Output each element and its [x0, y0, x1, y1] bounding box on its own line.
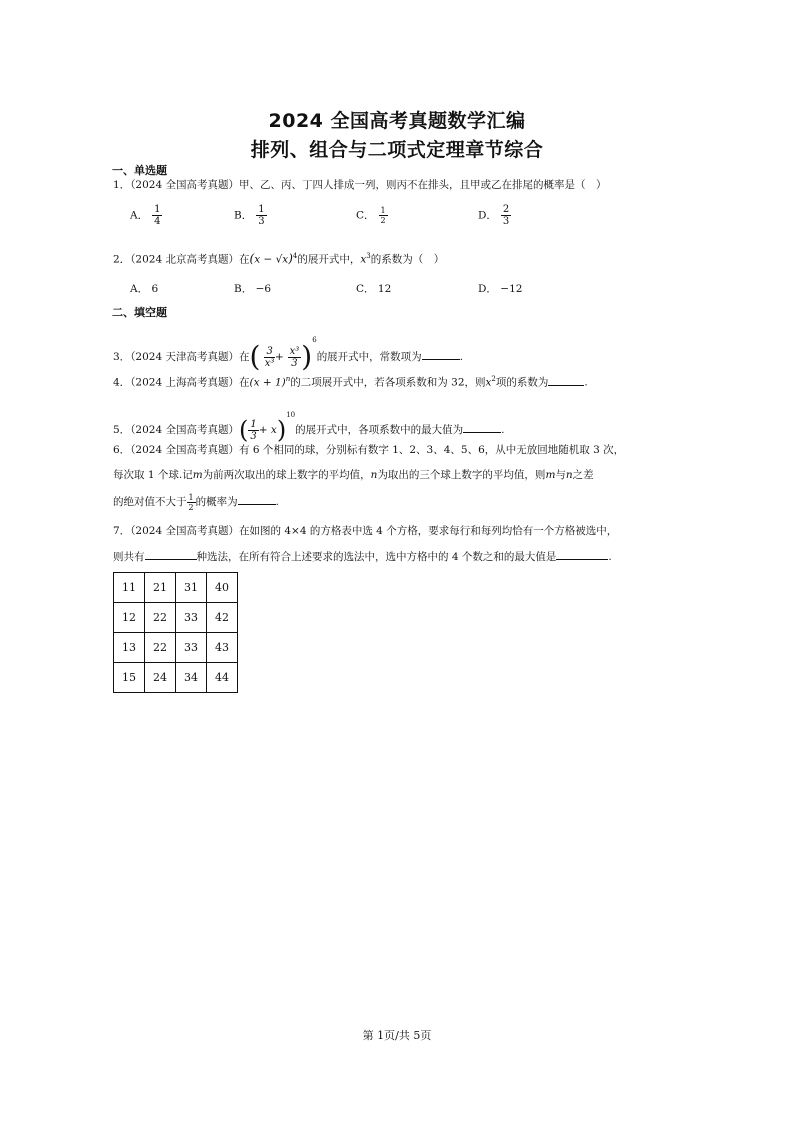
option-d	[478, 281, 522, 296]
question-source: （2024 天津高考真题）	[130, 351, 239, 363]
page-title-line1: 2024 全国高考真题数学汇编	[268, 110, 526, 132]
question-source: （2024 全国高考真题）	[130, 424, 239, 436]
fraction-denominator: 3	[502, 216, 510, 227]
exponent: 4	[292, 252, 298, 260]
fraction-denominator: 4	[154, 216, 161, 227]
table-cell: 22	[145, 603, 176, 633]
question-text: 的概率为	[195, 496, 238, 508]
fraction-numerator: 1	[188, 492, 194, 502]
question-text: 在	[239, 253, 250, 266]
fraction-numerator: 3	[266, 345, 273, 357]
math-variable: m	[192, 469, 203, 481]
table-cell: 31	[176, 573, 207, 603]
answer-blank[interactable]	[556, 549, 608, 560]
question-text: 在	[239, 376, 250, 389]
fraction-denominator: 3	[291, 357, 298, 369]
number-grid-table	[113, 572, 238, 693]
option-label: C．	[356, 283, 375, 295]
option-label: D．	[478, 283, 497, 295]
period: .	[501, 424, 505, 436]
question-number: 2．	[113, 253, 131, 266]
math-variable: n	[565, 469, 573, 481]
exponent: 2	[491, 375, 496, 383]
table-cell: 44	[207, 663, 238, 693]
question-5: 5．（2024 全国高考真题）( $\frac{1}{3}$ + x)$^{10}$的展开式中，各项系数中的最大值为 .	[113, 411, 505, 444]
question-text: 有 6 个相同的球，分别标有数字 1、2、3、4、5、6，从中无放回地随机取 3 次，	[239, 444, 625, 456]
option-label: A．	[130, 209, 149, 222]
table-cell: 21	[145, 573, 176, 603]
question-1	[113, 178, 607, 192]
table-row	[114, 603, 238, 633]
page-footer: 第 1页/共 5页	[362, 1029, 432, 1042]
option-value: −12	[500, 283, 523, 295]
question-text: 的系数为（ ）	[370, 253, 445, 266]
math-variable: x	[360, 253, 367, 266]
plus-sign: +	[274, 351, 284, 363]
exponent: 6	[312, 336, 317, 344]
question-number: 3．	[113, 351, 131, 363]
option-c	[356, 281, 391, 296]
period: .	[584, 376, 588, 389]
math-expression: + x	[258, 424, 277, 436]
option-c	[356, 206, 388, 225]
option-label: B．	[234, 283, 253, 295]
table-cell: 13	[114, 633, 145, 663]
question-text: 与	[555, 469, 566, 481]
question-source: （2024 全国高考真题）	[130, 179, 239, 191]
answer-blank[interactable]	[145, 549, 197, 560]
table-cell: 11	[114, 573, 145, 603]
fraction-numerator: 2	[502, 204, 510, 215]
question-text: 在如图的 4×4 的方格表中选 4 个方格，要求每行和每列均恰有一个方格被选中，	[239, 525, 618, 537]
question-text: 种选法，在所有符合上述要求的选法中，选中方格中的 4 个数之和的最大值是	[196, 551, 557, 563]
exponent: 3	[366, 252, 371, 260]
fraction-numerator: 1	[380, 206, 386, 215]
math-expression: x − √x	[254, 253, 289, 266]
question-text: 每次取 1 个球.记	[113, 469, 193, 481]
question-2: 2．（2024 北京高考真题）在$(x - √x)^4$的展开式中，$x^3$的系数为（ ）	[113, 251, 445, 266]
question-text: 的二项展开式中，若各项系数和为 32，则	[290, 376, 486, 389]
table-cell: 12	[114, 603, 145, 633]
question-text: 的绝对值不大于	[113, 496, 187, 508]
table-cell: 33	[176, 633, 207, 663]
question-text: 的展开式中，各项系数中的最大值为	[295, 424, 464, 436]
option-value: 6	[151, 283, 159, 295]
fraction-denominator: 3	[258, 216, 265, 227]
answer-blank[interactable]	[463, 422, 501, 433]
question-7-line-2	[113, 549, 612, 564]
question-text: 的展开式中，常数项为	[316, 351, 422, 363]
question-text: 为前两次取出的球上数字的平均值，	[202, 469, 371, 481]
table-cell: 33	[176, 603, 207, 633]
question-text: 项的系数为	[495, 376, 549, 389]
fraction-numerator: x³	[289, 345, 300, 357]
question-number: 5．	[113, 424, 131, 436]
math-variable: m	[545, 469, 556, 481]
table-row	[114, 663, 238, 693]
period: .	[608, 551, 612, 563]
section-heading-fill: 二、填空题	[112, 306, 167, 319]
question-3: 3．（2024 天津高考真题）在( $\frac{3}{\text{x³}}$ + $\frac{\text{x³}}{3}$ )$^6$的展开式中，常数项为 .	[113, 336, 464, 373]
page-title-line2: 排列、组合与二项式定理章节综合	[250, 139, 544, 161]
section-heading-choice: 一、单选题	[112, 164, 167, 177]
option-label: B．	[234, 209, 253, 222]
answer-blank[interactable]	[238, 494, 276, 505]
question-source: （2024 北京高考真题）	[130, 253, 239, 266]
question-source: （2024 上海高考真题）	[130, 376, 239, 389]
fraction-numerator: 1	[250, 418, 257, 430]
question-text: 则共有	[113, 551, 145, 563]
question-text: 之差	[572, 469, 594, 481]
table-row	[114, 573, 238, 603]
table-cell: 34	[176, 663, 207, 693]
question-number: 1．	[113, 179, 131, 191]
answer-blank[interactable]	[422, 349, 460, 360]
table-cell: 24	[145, 663, 176, 693]
fraction-numerator: 1	[154, 204, 161, 215]
table-cell: 43	[207, 633, 238, 663]
exponent: n	[285, 375, 291, 383]
fraction-denominator: 2	[380, 216, 386, 225]
question-text: 为取出的三个球上数字的平均值，则	[377, 469, 546, 481]
option-label: C．	[356, 209, 375, 222]
question-number: 6．	[113, 444, 131, 456]
question-source: （2024 全国高考真题）	[130, 444, 239, 456]
exponent: 10	[286, 411, 296, 419]
math-variable: x	[485, 376, 492, 389]
question-text: 在	[239, 351, 250, 363]
math-expression: (x + 1)	[249, 376, 286, 389]
period: .	[459, 351, 464, 363]
table-row	[114, 633, 238, 663]
option-b	[234, 281, 271, 296]
table-cell: 15	[114, 663, 145, 693]
option-a	[130, 281, 158, 296]
question-number: 4．	[113, 376, 131, 389]
question-6-line-2	[113, 468, 594, 482]
fraction-denominator: x³	[264, 357, 275, 369]
option-label: D．	[478, 209, 497, 222]
option-value: 12	[377, 283, 392, 295]
table-cell: 22	[145, 633, 176, 663]
fraction-denominator: 3	[250, 430, 257, 442]
table-cell: 40	[207, 573, 238, 603]
option-a	[130, 204, 162, 227]
question-text: 的展开式中，	[297, 253, 361, 266]
fraction-numerator: 1	[258, 204, 265, 215]
question-6-line-1	[113, 443, 624, 457]
question-7-line-1	[113, 524, 617, 538]
option-b	[234, 204, 267, 227]
question-number: 7．	[113, 525, 131, 537]
question-6-line-3	[113, 492, 279, 512]
question-4	[113, 372, 588, 390]
period: .	[275, 496, 279, 508]
answer-blank[interactable]	[548, 375, 584, 386]
table-cell: 42	[207, 603, 238, 633]
option-value: −6	[255, 283, 272, 295]
question-text: 甲、乙、丙、丁四人排成一列，则丙不在排头，且甲或乙在排尾的概率是（ ）	[239, 179, 607, 191]
option-d	[478, 204, 511, 227]
question-source: （2024 全国高考真题）	[130, 525, 239, 537]
fraction-denominator: 2	[188, 502, 194, 512]
option-label: A．	[130, 283, 149, 295]
math-variable: n	[370, 469, 378, 481]
